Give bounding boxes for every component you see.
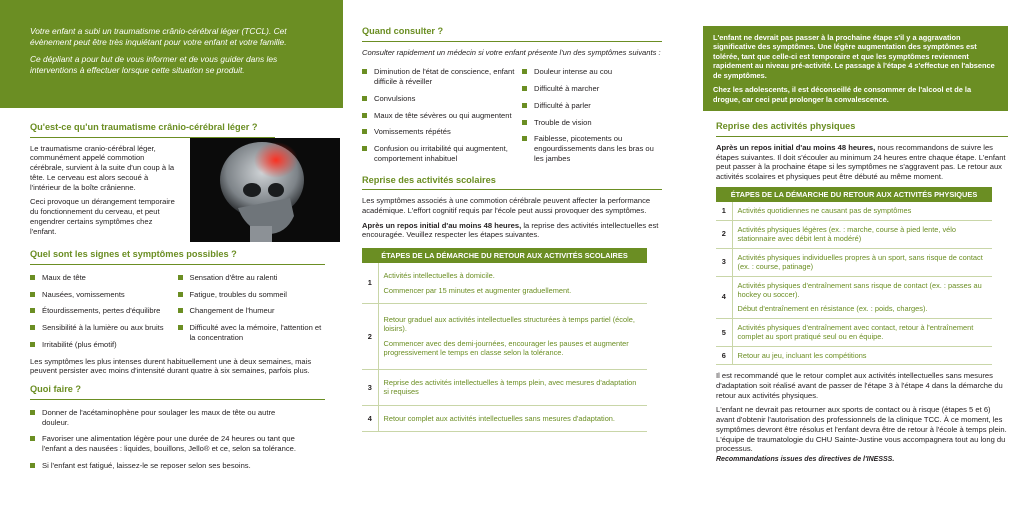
school-table-header: ÉTAPES DE LA DÉMARCHE DU RETOUR AUX ACTIVITÉS SCOLAIRES [362,248,647,263]
what-paragraph-1: Le traumatisme cranio-cérébral léger, communément appelé commotion cérébrale, survient à la suite d'un coup à la tête. Le cerveau est alors secoué à l'intérieur de la boîte crânienne. [30,143,175,192]
consult-intro: Consulter rapidement un médecin si votre enfant présente l'un des symptômes suivants : [362,47,661,57]
physical-table-header: ÉTAPES DE LA DÉMARCHE DU RETOUR AUX ACTIVITÉS PHYSIQUES [716,187,992,202]
panel-left [0,0,343,528]
what-paragraph-2: Ceci provoque un dérangement temporaire du fonctionnement du cerveau, et peut engendrer certains symptômes chez l'enfant. [30,197,175,236]
xray-head-image [190,138,340,242]
physical-rest-bold: Après un repos initial d'au moins 48 heures, [716,143,876,153]
warning-paragraph-2: Chez les adolescents, il est déconseillé de consommer de l'alcool et de la drogue, car ceci peut prolonger la convalescence. [713,85,972,104]
list-item: Maux de tête [30,273,178,283]
list-item: Changement de l'humeur [178,306,326,316]
step-number: 3 [716,248,732,276]
list-item: Douleur intense au cou [522,67,662,77]
consult-list-left [362,67,522,170]
step-text: Retour au jeu, incluant les compétitions [732,346,992,364]
school-rest-text: la reprise des activités intellectuelles est encouragée. Veuillez respecter les étapes suivantes. [362,220,659,240]
table-row [716,248,992,276]
list-item: Maux de tête sévères ou qui augmentent [362,111,522,121]
warning-box [703,26,1008,111]
what-heading: Qu'est-ce qu'un traumatisme crânio-cérébral léger ? [30,122,275,138]
table-row [362,405,647,431]
physical-paragraph-3: L'enfant ne devrait pas retourner aux sports de contact ou à risque (étapes 5 et 6) avant d'obtenir l'autorisation des professionnels de la clinique TCC. À ce moment, les symptômes devront être résolus et l'enfant devra être de retour à l'école à temps plein. L'équipe de traumatologie du CHU Sainte-Justine vous accompagnera tout au long du processus. [716,405,1007,454]
list-item: Trouble de vision [522,118,662,128]
list-item: Vomissements répétés [362,127,522,137]
list-item: Fatigue, troubles du sommeil [178,290,326,300]
warning-paragraph-1: L'enfant ne devrait pas passer à la prochaine étape s'il y a aggravation significative des symptômes. Une légère augmentation des symptômes est tolérée, tant que celle-ci est temporaire et que les symptômes reviennent rapidement au niveau pré-activité. Le passage à l'étape 4 s'effectue en l'absence de symptômes. [713,33,995,80]
step-text: Reprise des activités intellectuelles à temps plein, avec mesures d'adaptation si requises [378,369,647,405]
signs-duration-note: Les symptômes les plus intenses durent habituellement une à deux semaines, mais peuvent persister avec moins d'intensité durant quatre à six semaines, parfois plus. [30,356,312,376]
physical-steps-table [716,187,992,365]
list-item: Si l'enfant est fatigué, laissez-le se reposer selon ses besoins. [30,461,300,471]
consult-heading: Quand consulter ? [362,26,662,42]
physical-paragraph-2: Il est recommandé que le retour complet aux activités intellectuelles sans mesures d'adaptation soit réalisé avant de passer de l'étape 3 à l'étape 4 dans la démarche du retour aux activités physiques. [716,371,1003,400]
step-text: Activités physiques individuelles propres à un sport, sans risque de contact (ex. : course, patinage) [732,248,992,276]
list-item: Sensation d'être au ralenti [178,273,326,283]
table-row [716,202,992,220]
table-row [716,276,992,318]
list-item: Nausées, vomissements [30,290,178,300]
intro-paragraph-1: Votre enfant a subi un traumatisme crânio-cérébral léger (TCCL). Cet évènement peut être très inquiétant pour votre enfant et votre famille. [30,26,287,48]
step-number: 6 [716,346,732,364]
list-item: Favoriser une alimentation légère pour une durée de 24 heures ou tant que l'enfant a des nausées : liquides, bouillons, Jello® et ce, selon sa tolérance. [30,434,300,453]
list-item: Donner de l'acétaminophène pour soulager les maux de tête ou autre douleur. [30,408,300,427]
list-item: Convulsions [362,94,522,104]
step-number: 4 [362,405,378,431]
signs-heading: Quel sont les signes et symptômes possibles ? [30,249,325,265]
consult-list-right [522,67,662,170]
physical-rest-text: nous recommandons de suivre les étapes suivantes. Il doit s'écouler au minimum 24 heures entre chaque étape. L'enfant peut passer à la prochaine étape si les symptômes ne s'aggravent pas. Le retour aux activités scolaires et physiques peut être débuté au même moment. [716,143,1006,182]
step-text: Activités physiques d'entraînement sans risque de contact (ex. : passes au hockey ou soccer). Début d'entraînement en résistance (ex. : poids, charges). [732,276,992,318]
physical-paragraph-1 [716,143,1008,182]
step-number: 3 [362,369,378,405]
step-text: Retour graduel aux activités intellectuelles structurées à temps partiel (école, loisirs). Commencer avec des demi-journées, encourager les pauses et augmenter progressivement le temps en classe selon la tolérance. [378,303,647,369]
step-number: 2 [716,220,732,248]
step-number: 1 [362,263,378,303]
school-paragraph-1: Les symptômes associés à une commotion cérébrale peuvent affecter la performance académique. L'effort cognitif requis par l'école peut aussi provoquer des symptômes. [362,196,651,215]
step-number: 5 [716,318,732,346]
step-text: Activités physiques légères (ex. : marche, course à pied lente, vélo stationnaire avec débit lent à modéré) [732,220,992,248]
school-rest-bold: Après un repos initial d'au moins 48 heures, [362,220,522,230]
list-item: Faiblesse, picotements ou engourdissements dans les bras ou les jambes [522,134,662,163]
table-row [716,318,992,346]
list-item: Sensibilité à la lumière ou aux bruits [30,323,178,333]
school-steps-table [362,248,647,432]
step-text: Activités quotidiennes ne causant pas de symptômes [732,202,992,220]
step-text: Activités physiques d'entraînement avec contact, retour à l'entraînement complet au sport pratiqué seul ou en équipe. [732,318,992,346]
step-number: 1 [716,202,732,220]
todo-heading: Quoi faire ? [30,384,325,400]
list-item: Diminution de l'état de conscience, enfant difficile à réveiller [362,67,522,86]
table-row [716,346,992,364]
signs-list-right [178,273,326,357]
table-row [716,220,992,248]
table-row [362,303,647,369]
todo-list [30,408,300,471]
intro-paragraph-2: Ce dépliant a pour but de vous informer et de vous guider dans les interventions à effectuer lorsque cette situation se produit. [30,54,278,76]
list-item: Irritabilité (plus émotif) [30,340,178,350]
step-text: Retour complet aux activités intellectuelles sans mesures d'adaptation. [378,405,647,431]
signs-list-left [30,273,178,357]
list-item: Difficulté à parler [522,101,662,111]
table-row [362,369,647,405]
panel-middle [362,0,662,528]
step-number: 2 [362,303,378,369]
panel-right [703,0,1008,528]
school-heading: Reprise des activités scolaires [362,175,662,191]
list-item: Difficulté à marcher [522,84,662,94]
step-number: 4 [716,276,732,318]
school-paragraph-2 [362,221,662,240]
list-item: Étourdissements, pertes d'équilibre [30,306,178,316]
table-row [362,263,647,303]
xray-skull-icon [190,138,340,242]
list-item: Difficulté avec la mémoire, l'attention et la concentration [178,323,326,342]
source-note: Recommandations issues des directives de l'INESSS. [716,456,895,464]
step-text: Activités intellectuelles à domicile. Commencer par 15 minutes et augmenter graduellement. [378,263,647,303]
physical-heading: Reprise des activités physiques [716,121,1008,137]
list-item: Confusion ou irritabilité qui augmentent, comportement inhabituel [362,144,522,163]
intro-box [0,0,343,108]
